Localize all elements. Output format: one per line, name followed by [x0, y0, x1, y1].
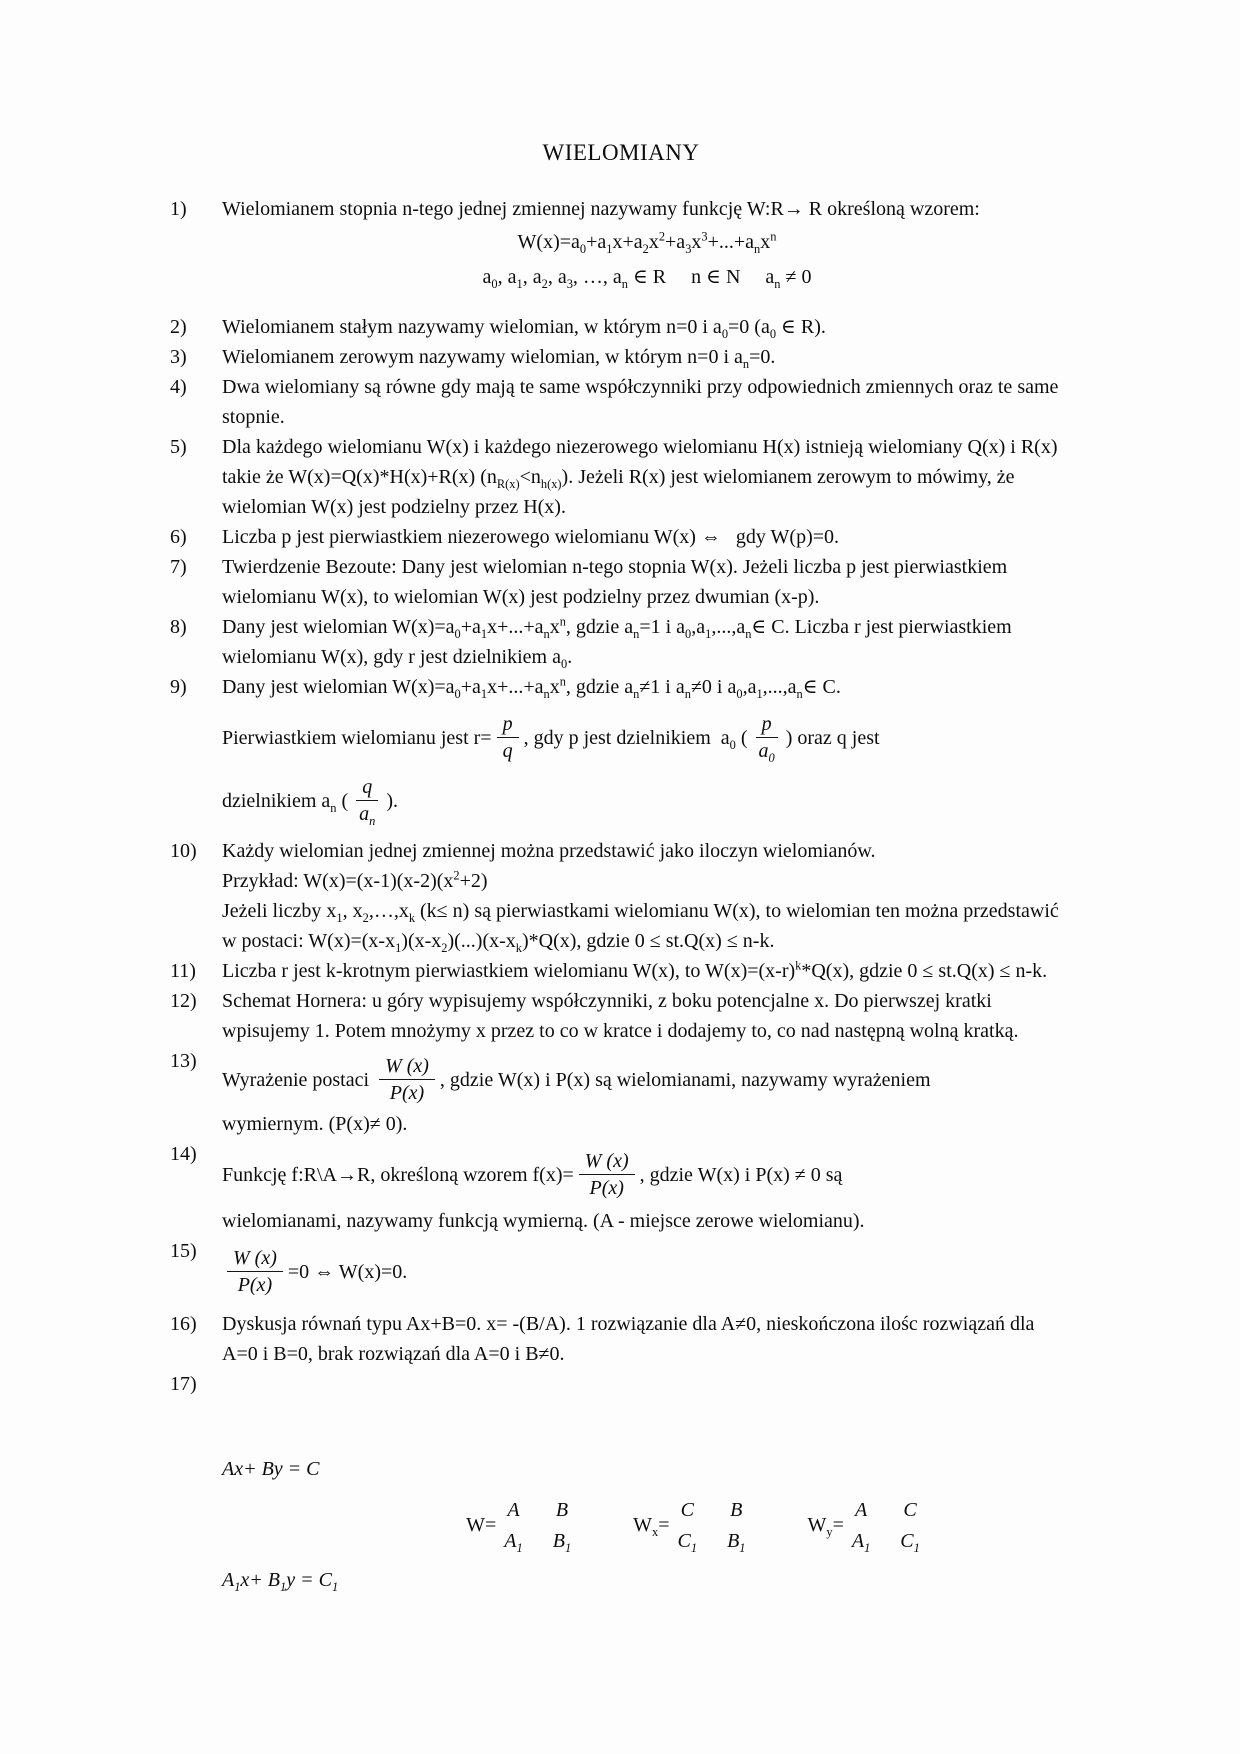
matrix-cell: $B_1$: [552, 1529, 572, 1555]
matrix-cell: B: [730, 1498, 743, 1521]
list-item-13: [170, 1046, 1072, 1139]
rational-expression-line: [222, 1054, 1072, 1105]
item-number: 7): [170, 556, 187, 578]
item-number: 2): [170, 316, 187, 338]
text-segment: , gdzie W(x) i P(x) są wielomianami, nazywamy wyrażeniem: [439, 1068, 931, 1091]
item-number: 16): [170, 1313, 197, 1335]
list-item-6: [170, 522, 1072, 552]
item-text: Liczba p jest pierwiastkiem niezerowego wielomianu W(x) ⇔ gdy W(p)=0.: [222, 526, 840, 548]
linear-system-row: [222, 1377, 1072, 1673]
item-text: Jeżeli liczby $x_1$, $x_2,\dots,x_k$ (k≤ n) są pierwiastkami wielomianu W(x), to wielomian ten można przedstawić w postaci: $W(x)=(x-x_1)(x-x_2)(...)(x-x_k)*Q(x)$, gdzie 0 ≤ st.Q(x) ≤ n-k.: [222, 900, 1059, 955]
matrix-cell: C: [680, 1498, 694, 1521]
fraction-denominator: q: [502, 740, 513, 762]
fraction-numerator: p: [497, 712, 519, 738]
list-item-1: [170, 194, 1072, 296]
text-segment: , gdy p jest dzielnikiem $a_0$ (: [523, 726, 748, 752]
list-item-16: [170, 1309, 1072, 1369]
fraction-denominator: $a_n$: [359, 803, 376, 828]
divisor-fraction-line: [222, 775, 1072, 826]
item-number: 12): [170, 990, 197, 1012]
fraction-numerator: p: [756, 712, 778, 738]
item-text: Twierdzenie Bezoute: Dany jest wielomian n-tego stopnia W(x). Jeżeli liczba p jest pierwiastkiem wielomianu W(x), to wielomian W(x) jest podzielny przez dwumian (x-p).: [222, 556, 1008, 608]
matrix-cell: A: [507, 1498, 520, 1521]
item-text: wymiernym. (P(x)≠ 0).: [222, 1113, 408, 1135]
list-item-15: [170, 1236, 1072, 1309]
determinant-matrix: [504, 1498, 572, 1555]
list-item-7: [170, 552, 1072, 612]
item-number: 4): [170, 376, 187, 398]
fraction-p-over-a0: [753, 712, 781, 763]
fraction-numerator: W (x): [227, 1246, 283, 1272]
item-text: Wielomianem zerowym nazywamy wielomian, w którym n=0 i $a_n=0$.: [222, 346, 776, 371]
rational-function-line: [222, 1149, 1072, 1200]
item-number: 3): [170, 346, 187, 368]
determinant-matrix: [677, 1498, 746, 1555]
matrix-cell: $A_1$: [851, 1529, 871, 1555]
list-item-8: [170, 612, 1072, 672]
text-segment: Pierwiastkiem wielomianu jest r=: [222, 726, 492, 749]
page-title: WIELOMIANY: [542, 140, 700, 165]
item-number: 15): [170, 1240, 197, 1262]
fraction-denominator: $a_0$: [758, 740, 775, 765]
matrix-cell: $A_1$: [504, 1529, 523, 1555]
item-text: Dany jest wielomian $W(x)=a_0+a_1x+...+a_nx^n$, gdzie $a_n\ne 1$ i $a_n\ne 0$ i $a_0,a_1,...,a_n\in$ C.: [222, 674, 841, 701]
list-item-10: [170, 836, 1072, 956]
fraction-numerator: W (x): [379, 1054, 435, 1080]
equation-system: [222, 1377, 338, 1673]
matrix-cell: A: [854, 1498, 868, 1521]
text-segment: Wyrażenie postaci: [222, 1068, 375, 1091]
item-text: Dyskusja równań typu Ax+B=0. x= -(B/A). 1 rozwiązanie dla A≠0, nieskończona ilośc rozwiązań dla A=0 i B=0, brak rozwiązań dla A=0 i B≠0.: [222, 1313, 1035, 1365]
document-content: [170, 140, 1072, 1673]
determinant-label: W=: [466, 1514, 497, 1536]
zero-equivalence-line: [222, 1246, 1072, 1297]
list-item-17: [170, 1369, 1072, 1673]
matrix-cell: $C_1$: [677, 1529, 698, 1555]
list-item-3: [170, 342, 1072, 372]
list-item-12: [170, 986, 1072, 1046]
determinant-wy: [807, 1498, 920, 1555]
text-segment: Funkcję f:R\A→R, określoną wzorem f(x)=: [222, 1163, 574, 1186]
item-number: 8): [170, 616, 187, 638]
item-number: 1): [170, 198, 187, 220]
item-text: Wielomianem stałym nazywamy wielomian, w którym n=0 i $a_0=0$ ($a_0$ ∈ R).: [222, 316, 826, 341]
fraction-wx-over-px: [227, 1246, 283, 1297]
list-item-9: [170, 672, 1072, 836]
coefficients-formula: $a_0$, $a_1$, $a_2$, $a_3$, …, $a_n$ ∈ R n ∈ N $a_n \ne 0$: [482, 266, 812, 291]
item-text: Dany jest wielomian $W(x)=a_0+a_1x+...+a_nx^n$, gdzie $a_n=1$ i $a_0,a_1,...,a_n\in$ C. Liczba r jest pierwiastkiem wielomianu W(x), gdy r jest dzielnikiem $a_0$.: [222, 614, 1012, 671]
item-text: Wielomianem stopnia n-tego jednej zmiennej nazywamy funkcję W:R→ R określoną wzorem:: [222, 198, 980, 220]
fraction-wx-over-px: [379, 1054, 435, 1105]
item-text: Każdy wielomian jednej zmiennej można przedstawić jako iloczyn wielomianów.: [222, 840, 876, 862]
text-segment: ) oraz q jest: [785, 726, 880, 749]
item-number: 13): [170, 1050, 197, 1072]
example-formula: Przykład: $W(x)=(x-1)(x-2)(x^2+2)$: [222, 868, 488, 892]
determinant-label: $W_x=$: [633, 1514, 670, 1539]
item-number: 9): [170, 676, 187, 698]
item-text: wielomianami, nazywamy funkcją wymierną. (A - miejsce zerowe wielomianu).: [222, 1210, 865, 1232]
list-item-5: [170, 432, 1072, 522]
fraction-denominator: P(x): [589, 1177, 624, 1199]
fraction-wx-over-px: [579, 1149, 635, 1200]
item-number: 17): [170, 1373, 197, 1395]
determinant-label: $W_y=$: [807, 1514, 844, 1539]
fraction-p-over-q: [497, 712, 519, 763]
text-segment: dzielnikiem $a_n$ (: [222, 789, 349, 815]
matrix-cell: $C_1$: [900, 1529, 920, 1555]
determinant-wx: [633, 1498, 746, 1555]
equation-1: Ax+ By = C: [222, 1458, 320, 1480]
polynomial-formula: $W(x)=a_0+a_1x+a_2x^2+a_3x^3+...+a_nx^n$: [517, 229, 777, 256]
item-number: 6): [170, 526, 187, 548]
item-number: 5): [170, 436, 187, 458]
determinant-matrix: [851, 1498, 920, 1555]
list-item-4: [170, 372, 1072, 432]
equation-2: $A_1x+ B_1y = C_1$: [222, 1569, 339, 1594]
list-item-2: [170, 312, 1072, 342]
list-item-11: [170, 956, 1072, 986]
matrix-cell: $B_1$: [727, 1529, 746, 1555]
root-fraction-line: [222, 712, 1072, 763]
item-number: 14): [170, 1143, 197, 1165]
item-number: 11): [170, 960, 196, 982]
matrix-cell: B: [555, 1498, 569, 1521]
list-item-14: [170, 1139, 1072, 1236]
determinant-w: [466, 1498, 572, 1555]
fraction-numerator: q: [356, 775, 378, 801]
fraction-numerator: W (x): [579, 1149, 635, 1175]
text-segment: , gdzie W(x) i P(x) ≠ 0 są: [639, 1163, 843, 1186]
fraction-denominator: P(x): [237, 1274, 273, 1296]
item-text: Dwa wielomiany są równe gdy mają te same współczynniki przy odpowiednich zmiennych oraz te same stopnie.: [222, 376, 1059, 428]
item-text: Schemat Hornera: u góry wypisujemy współczynniki, z boku potencjalne x. Do pierwszej kratki wpisujemy 1. Potem mnożymy x przez to co w kratce i dodajemy to, co nad następną wolną kratką.: [222, 990, 1019, 1042]
item-text: Dla każdego wielomianu W(x) i każdego niezerowego wielomianu H(x) istnieją wielomiany Q(x) i R(x) takie że W(x)=Q(x)*H(x)+R(x) $(n_{R(x)}<n_{h(x)})$. Jeżeli R(x) jest wielomianem zerowym to mówimy, że wielomian W(x) jest podzielny przez H(x).: [222, 436, 1058, 518]
fraction-q-over-an: [353, 775, 381, 826]
text-segment: =0 ⇔ W(x)=0.: [287, 1260, 408, 1283]
text-segment: ).: [386, 789, 399, 812]
fraction-denominator: P(x): [389, 1082, 425, 1104]
item-number: 10): [170, 840, 197, 862]
item-text: Liczba r jest k-krotnym pierwiastkiem wielomianu W(x), to $W(x)=(x-r)^k*Q(x)$, gdzie 0 ≤ st.Q(x) ≤ n-k.: [222, 958, 1048, 982]
matrix-cell: C: [903, 1498, 917, 1521]
